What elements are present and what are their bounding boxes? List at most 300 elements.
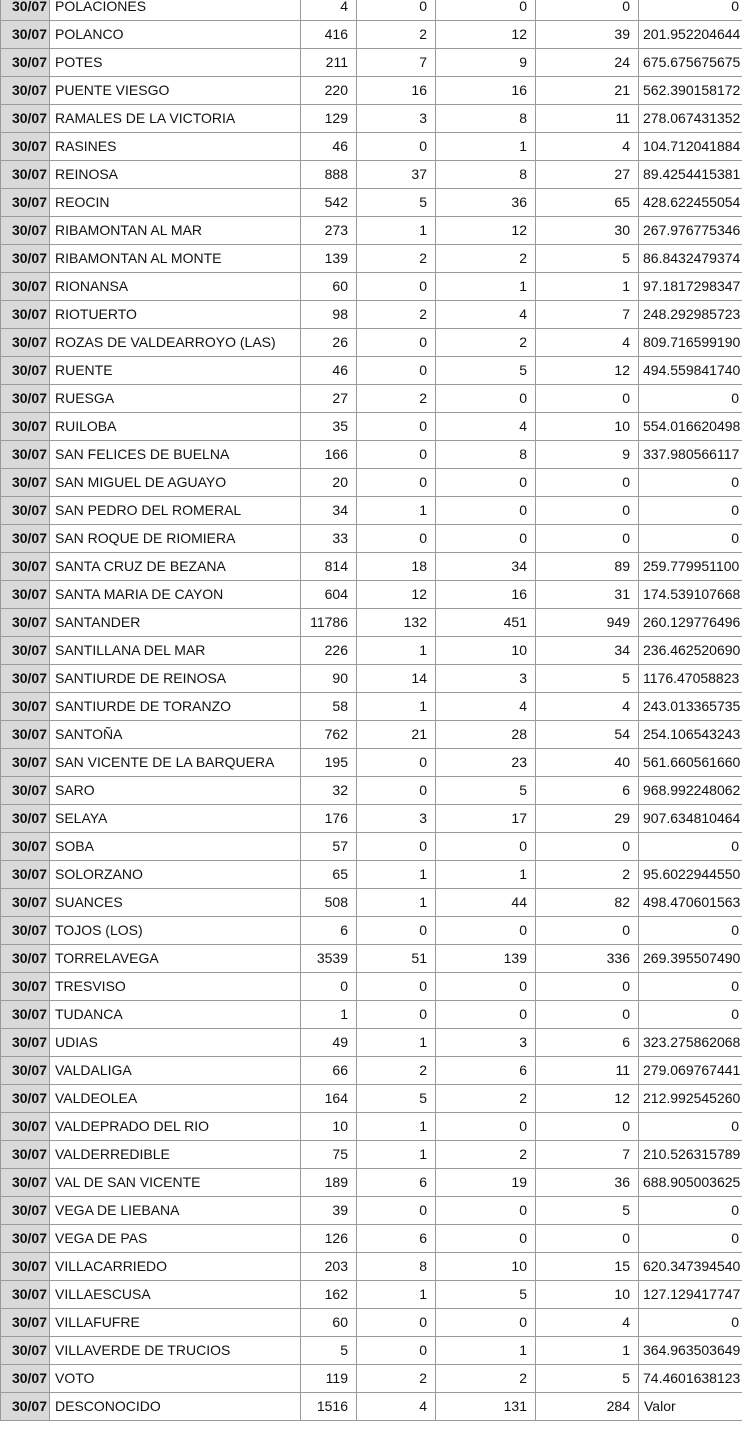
count-cell-4[interactable]: 0 — [536, 1225, 639, 1253]
date-cell[interactable]: 30/07 — [1, 21, 50, 49]
count-cell-2[interactable]: 8 — [357, 1253, 436, 1281]
count-cell-1[interactable]: 90 — [301, 665, 357, 693]
municipality-cell[interactable]: VILLAESCUSA — [50, 1281, 301, 1309]
municipality-cell[interactable]: PUENTE VIESGO — [50, 77, 301, 105]
count-cell-4[interactable]: 7 — [536, 301, 639, 329]
date-cell[interactable]: 30/07 — [1, 917, 50, 945]
count-cell-3[interactable]: 2 — [436, 329, 536, 357]
rate-cell[interactable]: 0 — [639, 497, 743, 525]
date-cell[interactable]: 30/07 — [1, 721, 50, 749]
count-cell-1[interactable]: 126 — [301, 1225, 357, 1253]
count-cell-4[interactable]: 12 — [536, 1085, 639, 1113]
count-cell-4[interactable]: 36 — [536, 1169, 639, 1197]
count-cell-1[interactable]: 5 — [301, 1337, 357, 1365]
municipality-cell[interactable]: SOBA — [50, 833, 301, 861]
municipality-cell[interactable]: VEGA DE PAS — [50, 1225, 301, 1253]
count-cell-3[interactable]: 2 — [436, 1141, 536, 1169]
municipality-cell[interactable]: VOTO — [50, 1365, 301, 1393]
rate-cell[interactable]: 243.013365735 — [639, 693, 743, 721]
municipality-cell[interactable]: RUESGA — [50, 385, 301, 413]
count-cell-3[interactable]: 0 — [436, 1113, 536, 1141]
date-cell[interactable]: 30/07 — [1, 777, 50, 805]
municipality-cell[interactable]: VALDEOLEA — [50, 1085, 301, 1113]
date-cell[interactable]: 30/07 — [1, 945, 50, 973]
count-cell-4[interactable]: 284 — [536, 1393, 639, 1421]
municipality-cell[interactable]: DESCONOCIDO — [50, 1393, 301, 1421]
rate-cell[interactable]: 104.712041884 — [639, 133, 743, 161]
count-cell-4[interactable]: 30 — [536, 217, 639, 245]
rate-cell[interactable]: 0 — [639, 1309, 743, 1337]
rate-cell[interactable]: 0 — [639, 833, 743, 861]
count-cell-3[interactable]: 44 — [436, 889, 536, 917]
municipality-cell[interactable]: TOJOS (LOS) — [50, 917, 301, 945]
count-cell-3[interactable]: 0 — [436, 385, 536, 413]
date-cell[interactable]: 30/07 — [1, 189, 50, 217]
rate-cell[interactable]: 174.539107668 — [639, 581, 743, 609]
count-cell-3[interactable]: 16 — [436, 77, 536, 105]
count-cell-1[interactable]: 542 — [301, 189, 357, 217]
count-cell-1[interactable]: 1 — [301, 1001, 357, 1029]
count-cell-4[interactable]: 39 — [536, 21, 639, 49]
count-cell-3[interactable]: 12 — [436, 21, 536, 49]
municipality-cell[interactable]: SANTA MARIA DE CAYON — [50, 581, 301, 609]
rate-cell[interactable]: 968.992248062 — [639, 777, 743, 805]
count-cell-2[interactable]: 2 — [357, 1365, 436, 1393]
count-cell-1[interactable]: 60 — [301, 273, 357, 301]
rate-cell[interactable]: 675.675675675 — [639, 49, 743, 77]
municipality-cell[interactable]: VALDERREDIBLE — [50, 1141, 301, 1169]
municipality-cell[interactable]: SANTIURDE DE TORANZO — [50, 693, 301, 721]
count-cell-2[interactable]: 0 — [357, 777, 436, 805]
municipality-cell[interactable]: VILLACARRIEDO — [50, 1253, 301, 1281]
count-cell-4[interactable]: 12 — [536, 357, 639, 385]
date-cell[interactable]: 30/07 — [1, 1253, 50, 1281]
count-cell-2[interactable]: 2 — [357, 21, 436, 49]
count-cell-3[interactable]: 0 — [436, 469, 536, 497]
count-cell-4[interactable]: 0 — [536, 833, 639, 861]
count-cell-4[interactable]: 65 — [536, 189, 639, 217]
rate-cell[interactable]: 74.4601638123 — [639, 1365, 743, 1393]
count-cell-4[interactable]: 5 — [536, 665, 639, 693]
count-cell-1[interactable]: 39 — [301, 1197, 357, 1225]
municipality-cell[interactable]: RAMALES DE LA VICTORIA — [50, 105, 301, 133]
date-cell[interactable]: 30/07 — [1, 217, 50, 245]
rate-cell[interactable]: 323.275862068 — [639, 1029, 743, 1057]
count-cell-1[interactable]: 75 — [301, 1141, 357, 1169]
date-cell[interactable]: 30/07 — [1, 637, 50, 665]
count-cell-4[interactable]: 949 — [536, 609, 639, 637]
count-cell-4[interactable]: 2 — [536, 861, 639, 889]
date-cell[interactable]: 30/07 — [1, 1365, 50, 1393]
count-cell-1[interactable]: 226 — [301, 637, 357, 665]
municipality-cell[interactable]: POTES — [50, 49, 301, 77]
date-cell[interactable]: 30/07 — [1, 1393, 50, 1421]
date-cell[interactable]: 30/07 — [1, 525, 50, 553]
date-cell[interactable]: 30/07 — [1, 245, 50, 273]
count-cell-3[interactable]: 8 — [436, 161, 536, 189]
count-cell-1[interactable]: 65 — [301, 861, 357, 889]
count-cell-1[interactable]: 119 — [301, 1365, 357, 1393]
count-cell-2[interactable]: 0 — [357, 525, 436, 553]
municipality-cell[interactable]: SAN ROQUE DE RIOMIERA — [50, 525, 301, 553]
date-cell[interactable]: 30/07 — [1, 357, 50, 385]
rate-cell[interactable]: 267.976775346 — [639, 217, 743, 245]
municipality-cell[interactable]: RIONANSA — [50, 273, 301, 301]
municipality-cell[interactable]: SAN VICENTE DE LA BARQUERA — [50, 749, 301, 777]
count-cell-1[interactable]: 416 — [301, 21, 357, 49]
rate-cell[interactable]: 260.129776496 — [639, 609, 743, 637]
count-cell-3[interactable]: 2 — [436, 245, 536, 273]
rate-cell[interactable]: 0 — [639, 1197, 743, 1225]
count-cell-3[interactable]: 28 — [436, 721, 536, 749]
count-cell-4[interactable]: 1 — [536, 1337, 639, 1365]
count-cell-1[interactable]: 11786 — [301, 609, 357, 637]
count-cell-2[interactable]: 7 — [357, 49, 436, 77]
count-cell-1[interactable]: 3539 — [301, 945, 357, 973]
date-cell[interactable]: 30/07 — [1, 553, 50, 581]
rate-cell[interactable]: 279.069767441 — [639, 1057, 743, 1085]
count-cell-4[interactable]: 0 — [536, 525, 639, 553]
count-cell-1[interactable]: 20 — [301, 469, 357, 497]
count-cell-3[interactable]: 0 — [436, 1309, 536, 1337]
municipality-cell[interactable]: VALDALIGA — [50, 1057, 301, 1085]
count-cell-4[interactable]: 0 — [536, 0, 639, 21]
count-cell-4[interactable]: 5 — [536, 1197, 639, 1225]
count-cell-2[interactable]: 0 — [357, 357, 436, 385]
count-cell-1[interactable]: 762 — [301, 721, 357, 749]
municipality-cell[interactable]: RUILOBA — [50, 413, 301, 441]
date-cell[interactable]: 30/07 — [1, 1113, 50, 1141]
count-cell-2[interactable]: 0 — [357, 469, 436, 497]
count-cell-2[interactable]: 2 — [357, 385, 436, 413]
count-cell-1[interactable]: 0 — [301, 973, 357, 1001]
count-cell-4[interactable]: 6 — [536, 1029, 639, 1057]
rate-cell[interactable]: 89.4254415381 — [639, 161, 743, 189]
count-cell-3[interactable]: 6 — [436, 1057, 536, 1085]
count-cell-1[interactable]: 273 — [301, 217, 357, 245]
municipality-cell[interactable]: VILLAVERDE DE TRUCIOS — [50, 1337, 301, 1365]
rate-cell[interactable]: 0 — [639, 1113, 743, 1141]
count-cell-4[interactable]: 1 — [536, 273, 639, 301]
count-cell-1[interactable]: 58 — [301, 693, 357, 721]
municipality-cell[interactable]: POLANCO — [50, 21, 301, 49]
rate-cell[interactable]: 688.905003625 — [639, 1169, 743, 1197]
rate-cell[interactable]: 809.716599190 — [639, 329, 743, 357]
count-cell-2[interactable]: 1 — [357, 1281, 436, 1309]
municipality-cell[interactable]: SAN PEDRO DEL ROMERAL — [50, 497, 301, 525]
count-cell-3[interactable]: 23 — [436, 749, 536, 777]
count-cell-1[interactable]: 27 — [301, 385, 357, 413]
count-cell-1[interactable]: 98 — [301, 301, 357, 329]
count-cell-3[interactable]: 1 — [436, 861, 536, 889]
municipality-cell[interactable]: VILLAFUFRE — [50, 1309, 301, 1337]
rate-cell[interactable]: 428.622455054 — [639, 189, 743, 217]
rate-cell[interactable]: 554.016620498 — [639, 413, 743, 441]
municipality-cell[interactable]: VAL DE SAN VICENTE — [50, 1169, 301, 1197]
date-cell[interactable]: 30/07 — [1, 105, 50, 133]
count-cell-4[interactable]: 54 — [536, 721, 639, 749]
date-cell[interactable]: 30/07 — [1, 861, 50, 889]
date-cell[interactable]: 30/07 — [1, 833, 50, 861]
date-cell[interactable]: 30/07 — [1, 749, 50, 777]
date-cell[interactable]: 30/07 — [1, 1197, 50, 1225]
count-cell-1[interactable]: 604 — [301, 581, 357, 609]
count-cell-1[interactable]: 189 — [301, 1169, 357, 1197]
count-cell-1[interactable]: 34 — [301, 497, 357, 525]
date-cell[interactable]: 30/07 — [1, 161, 50, 189]
rate-cell[interactable]: 494.559841740 — [639, 357, 743, 385]
rate-cell[interactable]: 337.980566117 — [639, 441, 743, 469]
count-cell-3[interactable]: 0 — [436, 1225, 536, 1253]
count-cell-3[interactable]: 0 — [436, 1197, 536, 1225]
count-cell-1[interactable]: 26 — [301, 329, 357, 357]
count-cell-4[interactable]: 4 — [536, 133, 639, 161]
count-cell-3[interactable]: 3 — [436, 1029, 536, 1057]
count-cell-2[interactable]: 0 — [357, 1197, 436, 1225]
count-cell-2[interactable]: 0 — [357, 1309, 436, 1337]
count-cell-4[interactable]: 10 — [536, 1281, 639, 1309]
count-cell-3[interactable]: 9 — [436, 49, 536, 77]
date-cell[interactable]: 30/07 — [1, 693, 50, 721]
rate-cell[interactable]: 201.952204644 — [639, 21, 743, 49]
count-cell-3[interactable]: 19 — [436, 1169, 536, 1197]
rate-cell[interactable]: 95.6022944550 — [639, 861, 743, 889]
count-cell-1[interactable]: 6 — [301, 917, 357, 945]
count-cell-4[interactable]: 0 — [536, 1001, 639, 1029]
count-cell-2[interactable]: 5 — [357, 1085, 436, 1113]
count-cell-1[interactable]: 35 — [301, 413, 357, 441]
date-cell[interactable]: 30/07 — [1, 973, 50, 1001]
date-cell[interactable]: 30/07 — [1, 1169, 50, 1197]
count-cell-4[interactable]: 0 — [536, 917, 639, 945]
municipality-cell[interactable]: TRESVISO — [50, 973, 301, 1001]
count-cell-2[interactable]: 37 — [357, 161, 436, 189]
count-cell-3[interactable]: 36 — [436, 189, 536, 217]
count-cell-4[interactable]: 0 — [536, 1113, 639, 1141]
date-cell[interactable]: 30/07 — [1, 0, 50, 21]
rate-cell[interactable]: 0 — [639, 525, 743, 553]
count-cell-3[interactable]: 1 — [436, 1337, 536, 1365]
count-cell-3[interactable]: 1 — [436, 133, 536, 161]
date-cell[interactable]: 30/07 — [1, 665, 50, 693]
count-cell-4[interactable]: 0 — [536, 469, 639, 497]
municipality-cell[interactable]: TUDANCA — [50, 1001, 301, 1029]
municipality-cell[interactable]: REINOSA — [50, 161, 301, 189]
count-cell-1[interactable]: 57 — [301, 833, 357, 861]
date-cell[interactable]: 30/07 — [1, 1337, 50, 1365]
date-cell[interactable]: 30/07 — [1, 413, 50, 441]
date-cell[interactable]: 30/07 — [1, 469, 50, 497]
count-cell-3[interactable]: 139 — [436, 945, 536, 973]
count-cell-4[interactable]: 34 — [536, 637, 639, 665]
date-cell[interactable]: 30/07 — [1, 441, 50, 469]
rate-cell[interactable]: 907.634810464 — [639, 805, 743, 833]
count-cell-2[interactable]: 6 — [357, 1169, 436, 1197]
date-cell[interactable]: 30/07 — [1, 1085, 50, 1113]
count-cell-2[interactable]: 0 — [357, 273, 436, 301]
municipality-cell[interactable]: UDIAS — [50, 1029, 301, 1057]
count-cell-3[interactable]: 0 — [436, 917, 536, 945]
count-cell-4[interactable]: 40 — [536, 749, 639, 777]
count-cell-2[interactable]: 4 — [357, 1393, 436, 1421]
municipality-cell[interactable]: REOCIN — [50, 189, 301, 217]
count-cell-3[interactable]: 0 — [436, 0, 536, 21]
count-cell-1[interactable]: 166 — [301, 441, 357, 469]
count-cell-2[interactable]: 0 — [357, 749, 436, 777]
date-cell[interactable]: 30/07 — [1, 1029, 50, 1057]
count-cell-3[interactable]: 131 — [436, 1393, 536, 1421]
count-cell-2[interactable]: 0 — [357, 917, 436, 945]
date-cell[interactable]: 30/07 — [1, 133, 50, 161]
date-cell[interactable]: 30/07 — [1, 273, 50, 301]
count-cell-4[interactable]: 21 — [536, 77, 639, 105]
count-cell-1[interactable]: 203 — [301, 1253, 357, 1281]
rate-cell[interactable]: 498.470601563 — [639, 889, 743, 917]
count-cell-4[interactable]: 5 — [536, 245, 639, 273]
count-cell-1[interactable]: 10 — [301, 1113, 357, 1141]
count-cell-2[interactable]: 12 — [357, 581, 436, 609]
date-cell[interactable]: 30/07 — [1, 1057, 50, 1085]
count-cell-3[interactable]: 16 — [436, 581, 536, 609]
count-cell-3[interactable]: 5 — [436, 357, 536, 385]
date-cell[interactable]: 30/07 — [1, 1309, 50, 1337]
municipality-cell[interactable]: SANTIURDE DE REINOSA — [50, 665, 301, 693]
count-cell-3[interactable]: 5 — [436, 1281, 536, 1309]
rate-cell[interactable]: 0 — [639, 973, 743, 1001]
date-cell[interactable]: 30/07 — [1, 497, 50, 525]
date-cell[interactable]: 30/07 — [1, 581, 50, 609]
count-cell-2[interactable]: 0 — [357, 1001, 436, 1029]
municipality-cell[interactable]: RASINES — [50, 133, 301, 161]
count-cell-3[interactable]: 12 — [436, 217, 536, 245]
count-cell-4[interactable]: 89 — [536, 553, 639, 581]
count-cell-3[interactable]: 34 — [436, 553, 536, 581]
date-cell[interactable]: 30/07 — [1, 1281, 50, 1309]
count-cell-1[interactable]: 66 — [301, 1057, 357, 1085]
municipality-cell[interactable]: SAN MIGUEL DE AGUAYO — [50, 469, 301, 497]
count-cell-2[interactable]: 21 — [357, 721, 436, 749]
count-cell-4[interactable]: 31 — [536, 581, 639, 609]
count-cell-1[interactable]: 33 — [301, 525, 357, 553]
count-cell-3[interactable]: 4 — [436, 693, 536, 721]
count-cell-1[interactable]: 176 — [301, 805, 357, 833]
count-cell-2[interactable]: 1 — [357, 693, 436, 721]
rate-cell[interactable]: 86.8432479374 — [639, 245, 743, 273]
rate-cell[interactable]: 259.779951100 — [639, 553, 743, 581]
date-cell[interactable]: 30/07 — [1, 301, 50, 329]
rate-cell[interactable]: 0 — [639, 0, 743, 21]
municipality-cell[interactable]: VALDEPRADO DEL RIO — [50, 1113, 301, 1141]
count-cell-2[interactable]: 18 — [357, 553, 436, 581]
count-cell-1[interactable]: 139 — [301, 245, 357, 273]
date-cell[interactable]: 30/07 — [1, 49, 50, 77]
count-cell-2[interactable]: 1 — [357, 497, 436, 525]
municipality-cell[interactable]: RIOTUERTO — [50, 301, 301, 329]
count-cell-1[interactable]: 814 — [301, 553, 357, 581]
count-cell-4[interactable]: 27 — [536, 161, 639, 189]
count-cell-2[interactable]: 0 — [357, 0, 436, 21]
municipality-cell[interactable]: SELAYA — [50, 805, 301, 833]
date-cell[interactable]: 30/07 — [1, 1001, 50, 1029]
count-cell-3[interactable]: 0 — [436, 833, 536, 861]
count-cell-1[interactable]: 211 — [301, 49, 357, 77]
rate-cell[interactable]: 210.526315789 — [639, 1141, 743, 1169]
rate-cell[interactable]: 0 — [639, 1001, 743, 1029]
count-cell-2[interactable]: 16 — [357, 77, 436, 105]
count-cell-4[interactable]: 0 — [536, 385, 639, 413]
rate-cell[interactable]: Valor — [639, 1393, 743, 1421]
municipality-cell[interactable]: SANTILLANA DEL MAR — [50, 637, 301, 665]
rate-cell[interactable]: 364.963503649 — [639, 1337, 743, 1365]
count-cell-2[interactable]: 3 — [357, 105, 436, 133]
count-cell-4[interactable]: 7 — [536, 1141, 639, 1169]
municipality-cell[interactable]: ROZAS DE VALDEARROYO (LAS) — [50, 329, 301, 357]
count-cell-1[interactable]: 129 — [301, 105, 357, 133]
count-cell-1[interactable]: 46 — [301, 357, 357, 385]
rate-cell[interactable]: 561.660561660 — [639, 749, 743, 777]
municipality-cell[interactable]: POLACIONES — [50, 0, 301, 21]
count-cell-4[interactable]: 336 — [536, 945, 639, 973]
count-cell-3[interactable]: 0 — [436, 1001, 536, 1029]
date-cell[interactable]: 30/07 — [1, 1225, 50, 1253]
rate-cell[interactable]: 0 — [639, 385, 743, 413]
count-cell-1[interactable]: 195 — [301, 749, 357, 777]
municipality-cell[interactable]: SANTOÑA — [50, 721, 301, 749]
count-cell-4[interactable]: 29 — [536, 805, 639, 833]
count-cell-4[interactable]: 24 — [536, 49, 639, 77]
count-cell-1[interactable]: 46 — [301, 133, 357, 161]
count-cell-3[interactable]: 0 — [436, 525, 536, 553]
count-cell-2[interactable]: 2 — [357, 1057, 436, 1085]
municipality-cell[interactable]: SARO — [50, 777, 301, 805]
count-cell-2[interactable]: 1 — [357, 637, 436, 665]
rate-cell[interactable]: 0 — [639, 917, 743, 945]
rate-cell[interactable]: 620.347394540 — [639, 1253, 743, 1281]
count-cell-1[interactable]: 32 — [301, 777, 357, 805]
count-cell-1[interactable]: 220 — [301, 77, 357, 105]
count-cell-4[interactable]: 5 — [536, 1365, 639, 1393]
count-cell-3[interactable]: 8 — [436, 105, 536, 133]
count-cell-1[interactable]: 49 — [301, 1029, 357, 1057]
count-cell-3[interactable]: 451 — [436, 609, 536, 637]
count-cell-1[interactable]: 164 — [301, 1085, 357, 1113]
count-cell-2[interactable]: 1 — [357, 1029, 436, 1057]
count-cell-2[interactable]: 132 — [357, 609, 436, 637]
rate-cell[interactable]: 212.992545260 — [639, 1085, 743, 1113]
count-cell-4[interactable]: 15 — [536, 1253, 639, 1281]
count-cell-2[interactable]: 1 — [357, 1141, 436, 1169]
count-cell-2[interactable]: 6 — [357, 1225, 436, 1253]
count-cell-2[interactable]: 0 — [357, 973, 436, 1001]
count-cell-1[interactable]: 508 — [301, 889, 357, 917]
count-cell-2[interactable]: 1 — [357, 217, 436, 245]
municipality-cell[interactable]: TORRELAVEGA — [50, 945, 301, 973]
count-cell-4[interactable]: 4 — [536, 329, 639, 357]
count-cell-2[interactable]: 0 — [357, 329, 436, 357]
count-cell-3[interactable]: 2 — [436, 1365, 536, 1393]
rate-cell[interactable]: 97.1817298347 — [639, 273, 743, 301]
count-cell-3[interactable]: 8 — [436, 441, 536, 469]
count-cell-2[interactable]: 0 — [357, 133, 436, 161]
count-cell-3[interactable]: 5 — [436, 777, 536, 805]
count-cell-1[interactable]: 4 — [301, 0, 357, 21]
rate-cell[interactable]: 127.129417747 — [639, 1281, 743, 1309]
count-cell-4[interactable]: 4 — [536, 1309, 639, 1337]
municipality-cell[interactable]: SAN FELICES DE BUELNA — [50, 441, 301, 469]
count-cell-4[interactable]: 11 — [536, 105, 639, 133]
date-cell[interactable]: 30/07 — [1, 889, 50, 917]
count-cell-4[interactable]: 9 — [536, 441, 639, 469]
